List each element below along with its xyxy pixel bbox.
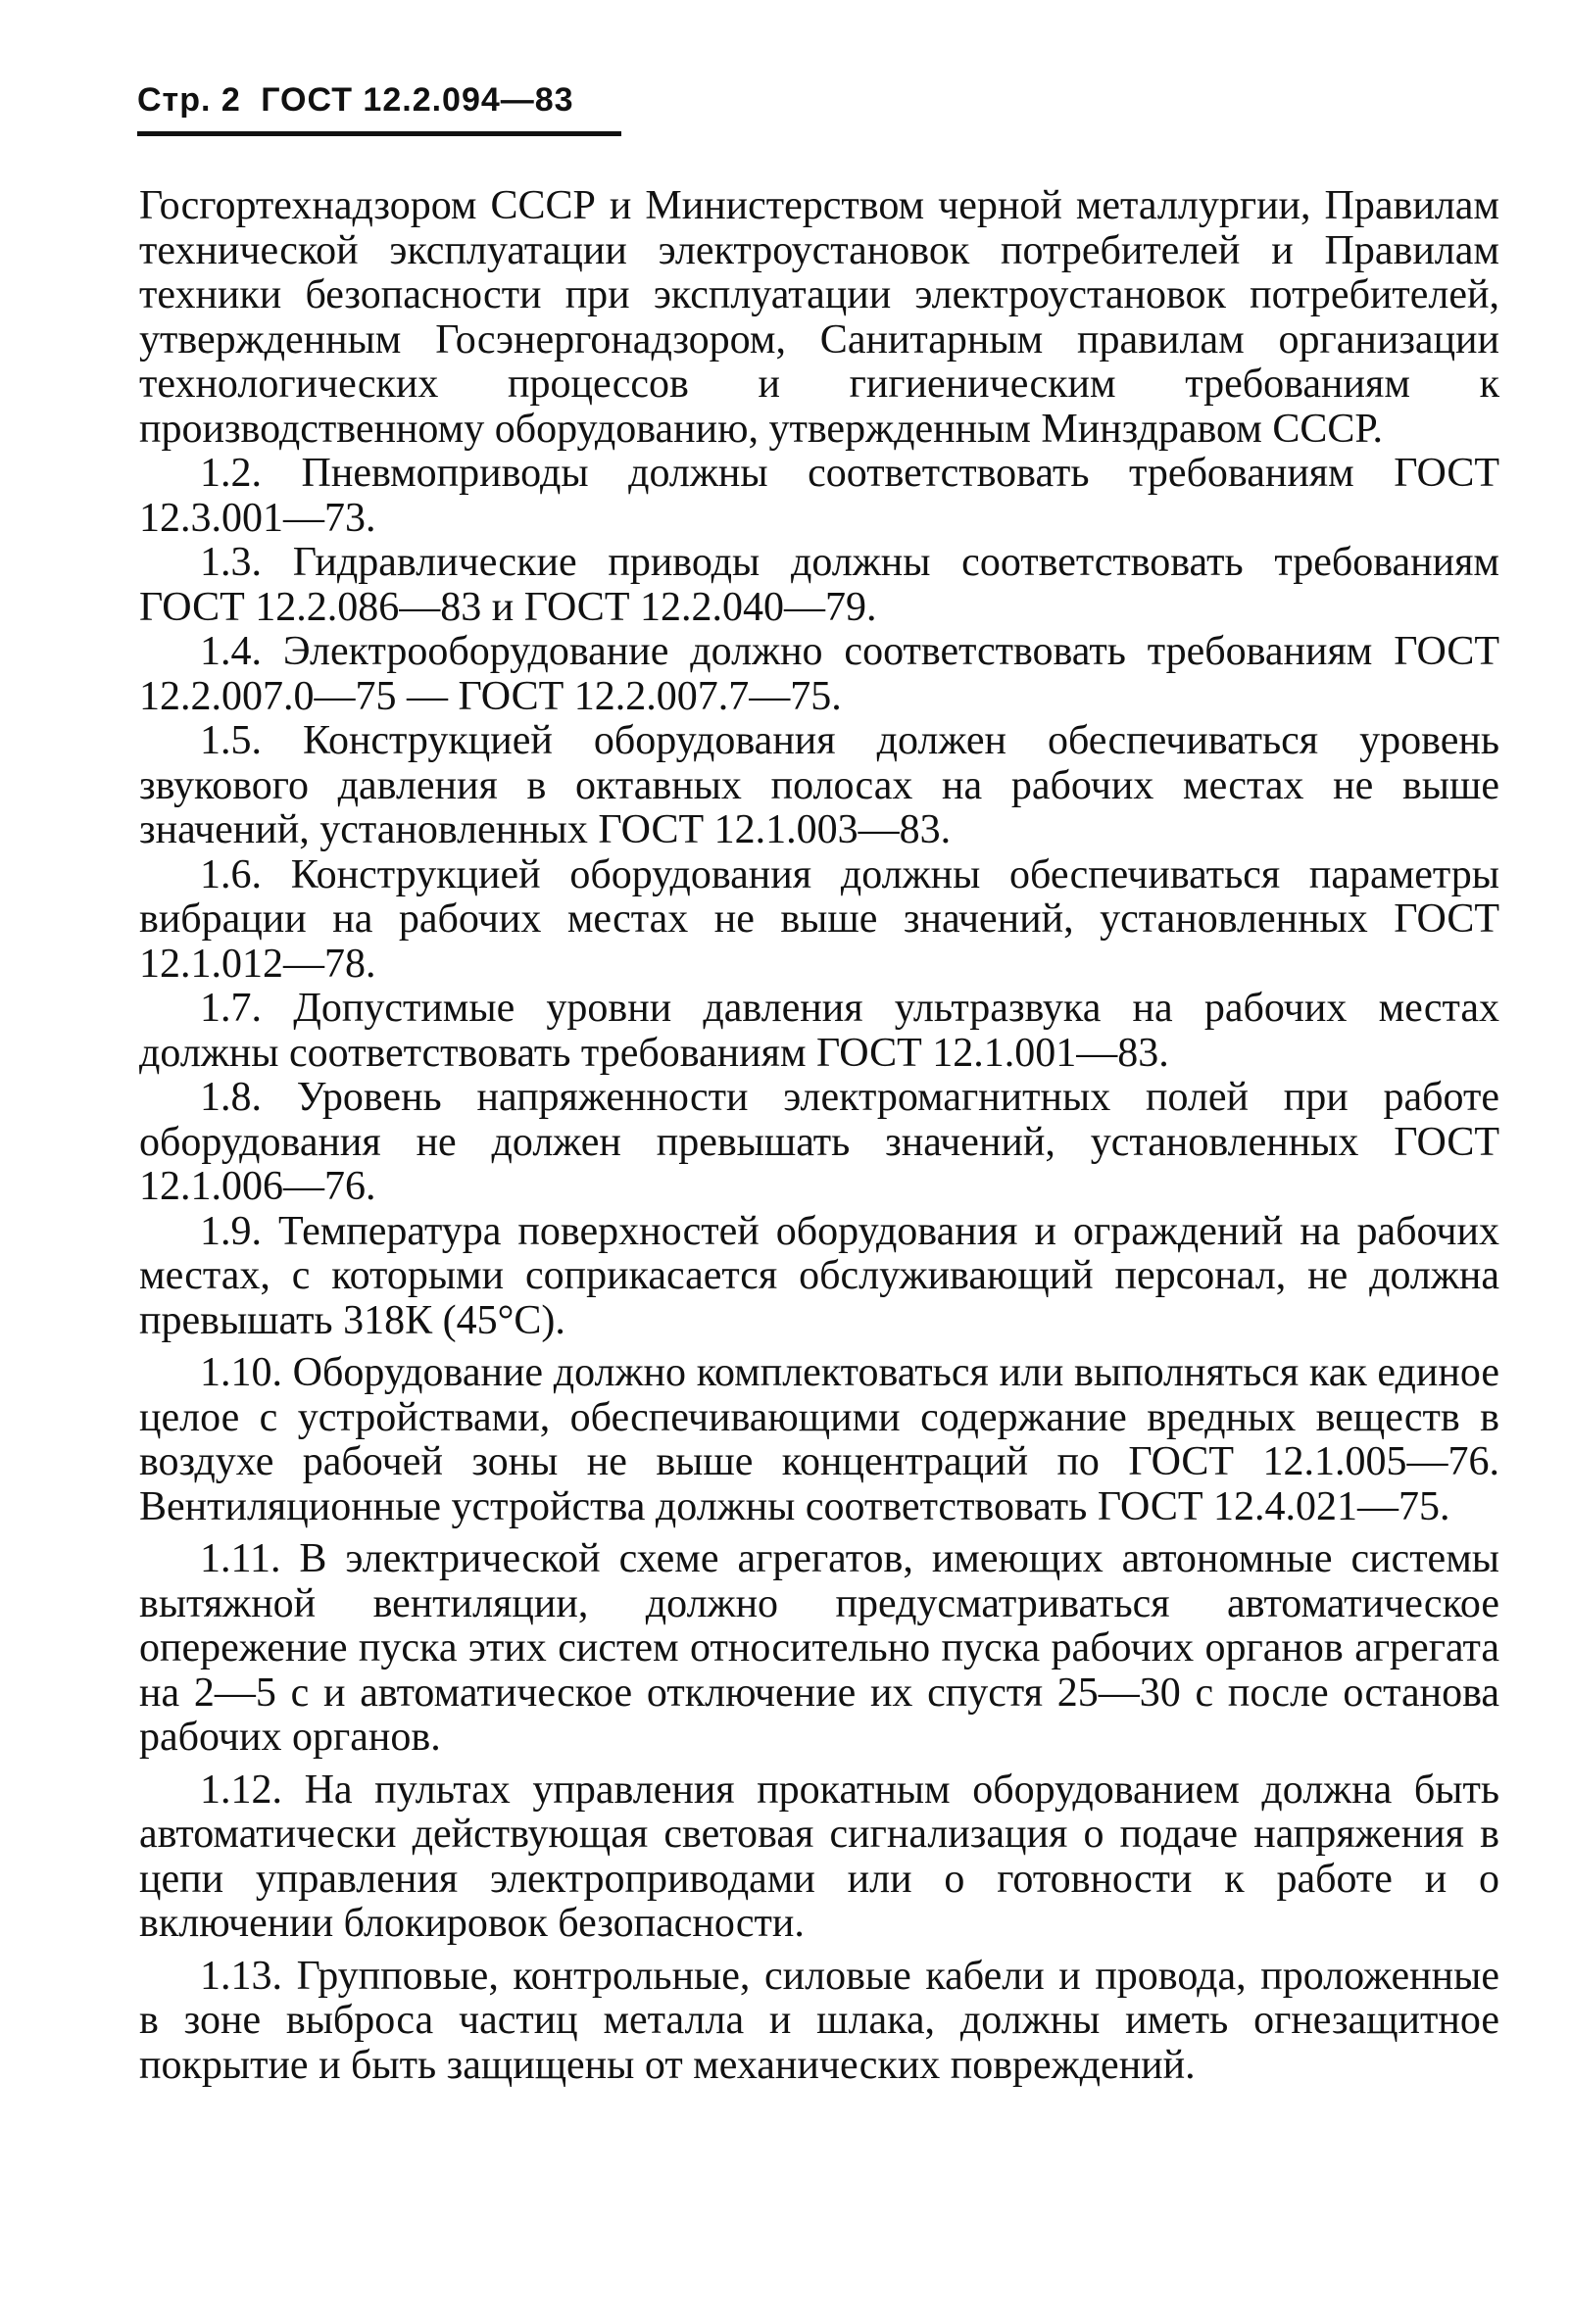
clause-1-4: 1.4. Электрооборудование должно соответствовать требованиям ГОСТ 12.2.007.0—75 — ГОСТ 12.2.007.7—75. <box>139 629 1499 719</box>
clause-1-2: 1.2. Пневмоприводы должны соответствовать требованиям ГОСТ 12.3.001—73. <box>139 451 1499 541</box>
clause-1-8: 1.8. Уровень напряженности электромагнитных полей при работе оборудования не должен превышать значений, установленных ГОСТ 12.1.006—76. <box>139 1075 1499 1209</box>
clause-1-6: 1.6. Конструкцией оборудования должны обеспечиваться параметры вибрации на рабочих местах не выше значений, установленных ГОСТ 12.1.012—78. <box>139 851 1499 987</box>
header-rule <box>137 131 621 136</box>
clause-1-3: 1.3. Гидравлические приводы должны соответствовать требованиям ГОСТ 12.2.086—83 и ГОСТ 12.2.040—79. <box>139 540 1499 630</box>
clause-1-10: 1.10. Оборудование должно комплектоваться или выполняться как единое целое с устройствами, обеспечивающими содержание вредных веществ в воздухе рабочей зоны не выше концентраций по ГОСТ 12.1.005—76. Вентиляционные устройства должны соответствовать ГОСТ 12.4.021—75. <box>139 1350 1499 1529</box>
clause-1-9: 1.9. Температура поверхностей оборудования и ограждений на рабочих местах, с которыми соприкасается обслуживающий персонал, не должна превышать 318К (45°С). <box>139 1208 1499 1343</box>
paragraph-intro: Госгортехнадзором СССР и Министерством черной металлургии, Правилам технической эксплуатации электроустановок потребителей и Правилам техники безопасности при эксплуатации электроустановок потребителей, утвержденным Госэнергонадзором, Санитарным правилам организации технологических процессов и гигиеническим требованиям к производственному оборудованию, утвержденным Минздравом СССР. <box>139 183 1499 452</box>
clause-1-11: 1.11. В электрической схеме агрегатов, имеющих автономные системы вытяжной вентиляции, должно предусматриваться автоматическое опережение пуска этих систем относительно пуска рабочих органов агрегата на 2—5 с и автоматическое отключение их спустя 25—30 с после останова рабочих органов. <box>139 1536 1499 1760</box>
document-body <box>139 184 1499 2088</box>
clause-1-7: 1.7. Допустимые уровни давления ультразвука на рабочих местах должны соответствовать требованиям ГОСТ 12.1.001—83. <box>139 986 1499 1076</box>
page-header <box>137 80 574 120</box>
standard-number: ГОСТ 12.2.094—83 <box>261 81 574 119</box>
clause-1-12: 1.12. На пультах управления прокатным оборудованием должна быть автоматически действующая световая сигнализация о подаче напряжения в цепи управления электроприводами или о готовности к работе и о включении блокировок безопасности. <box>139 1767 1499 1946</box>
page-number-label: Стр. 2 <box>137 81 241 119</box>
clause-1-13: 1.13. Групповые, контрольные, силовые кабели и провода, проложенные в зоне выброса частиц металла и шлака, должны иметь огнезащитное покрытие и быть защищены от механических повреждений. <box>139 1953 1499 2088</box>
clause-1-5: 1.5. Конструкцией оборудования должен обеспечиваться уровень звукового давления в октавных полосах на рабочих местах не выше значений, установленных ГОСТ 12.1.003—83. <box>139 718 1499 852</box>
